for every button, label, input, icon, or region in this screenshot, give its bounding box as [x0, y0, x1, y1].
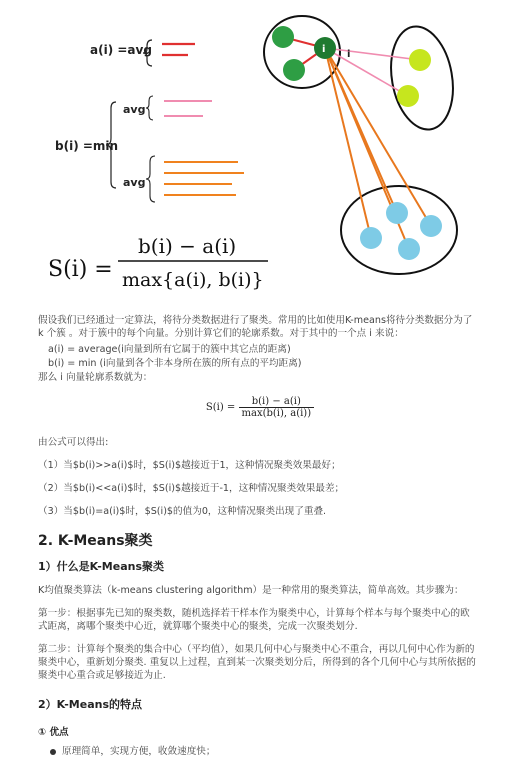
- edge-i-label: i: [347, 49, 351, 60]
- blue-point-2: [386, 202, 408, 224]
- conclusion-lead: 由公式可以得出:: [38, 437, 109, 448]
- b-avg-bottom-brace: [146, 156, 155, 202]
- formula-big-denominator: max{a(i), b(i)}: [122, 269, 264, 291]
- silhouette-figure: [0, 0, 520, 300]
- edge-i-b4: [325, 48, 431, 226]
- b-avg-top-brace: [146, 96, 153, 120]
- a-definition: a(i) = average(i向量到所有它属于的簇中其它点的距离): [48, 344, 291, 355]
- blue-point-1: [360, 227, 382, 249]
- formula-small-lhs: S(i) =: [205, 402, 236, 413]
- section-2-title: 2. K-Means聚类: [38, 533, 153, 549]
- b-definition: b(i) = min (i向量到各个非本身所在簇的所有点的平均距离): [48, 358, 302, 369]
- advantages-title: ① 优点: [38, 727, 69, 738]
- then-line: 那么 i 向量轮廓系数就为：: [38, 372, 153, 383]
- formula-small-numerator: b(i) − a(i): [239, 396, 315, 408]
- b-label: b(i) =min: [55, 139, 119, 153]
- b-avg-bottom-label: avg: [123, 176, 146, 189]
- point-i-label: i: [322, 44, 326, 55]
- formula-small-denominator: max(b(i), a(i)): [241, 408, 312, 419]
- lime-cluster-boundary: [383, 22, 460, 135]
- green-point-2: [283, 59, 305, 81]
- formula-big-lhs: S(i) =: [48, 257, 113, 282]
- section-2-sub2: 2）K-Means的特点: [38, 698, 142, 711]
- advantage-item-1: 原理简单，实现方便，收敛速度快；: [62, 746, 216, 757]
- conclusion-item-2: （2）当$b(i)<<a(i)$时，$S(i)$越接近于-1，这种情况聚类效果最差；: [38, 483, 345, 494]
- formula-big-numerator: b(i) − a(i): [138, 234, 237, 258]
- blue-point-3: [398, 238, 420, 260]
- blue-point-4: [420, 215, 442, 237]
- silhouette-diagram: [0, 0, 520, 300]
- lime-point-1: [409, 49, 431, 71]
- section-2-sub1: 1）什么是K-Means聚类: [38, 560, 164, 573]
- intro-paragraph: 假设我们已经通过一定算法，将待分类数据进行了聚类。常用的比如使用K-means将待分类数据分为了 k 个簇 。对于簇中的每个向量。分别计算它们的轮廓系数。对于其中的一个点 i 来说：: [38, 315, 473, 339]
- edge-i-l2: [325, 48, 408, 96]
- conclusion-item-1: （1）当$b(i)>>a(i)$时，$S(i)$越接近于1，这种情况聚类效果最好；: [38, 460, 341, 471]
- formula-small: [0, 396, 520, 419]
- green-point-1: [272, 26, 294, 48]
- kmeans-step-2: 第二步：计算每个聚类的集合中心（平均值），如果几何中心与聚类中心不重合，再以几何中心作为新的聚类中心，重新划分聚类. 重复以上过程，直到某一次聚类划分后，所得到的各个几何中心与其所依据的聚类中心重合或足够接近为止.: [38, 644, 476, 681]
- conclusion-item-3: （3）当$b(i)=a(i)$时，$S(i)$的值为0，这种情况聚类出现了重叠.: [38, 506, 327, 517]
- lime-point-2: [397, 85, 419, 107]
- b-avg-top-label: avg: [123, 103, 146, 116]
- formula-small-fraction: [239, 396, 315, 419]
- kmeans-step-1: 第一步：根据事先已知的聚类数，随机选择若干样本作为聚类中心，计算每个样本与每个聚类中心的欧式距离，离哪个聚类中心近，就算哪个聚类中心的聚类，完成一次聚类划分.: [38, 608, 470, 632]
- bullet-dot: [50, 749, 56, 755]
- a-label: a(i) =avg: [90, 43, 152, 57]
- kmeans-intro: K均值聚类算法（k-means clustering algorithm）是一种常用的聚类算法，简单高效。其步骤为：: [38, 585, 464, 596]
